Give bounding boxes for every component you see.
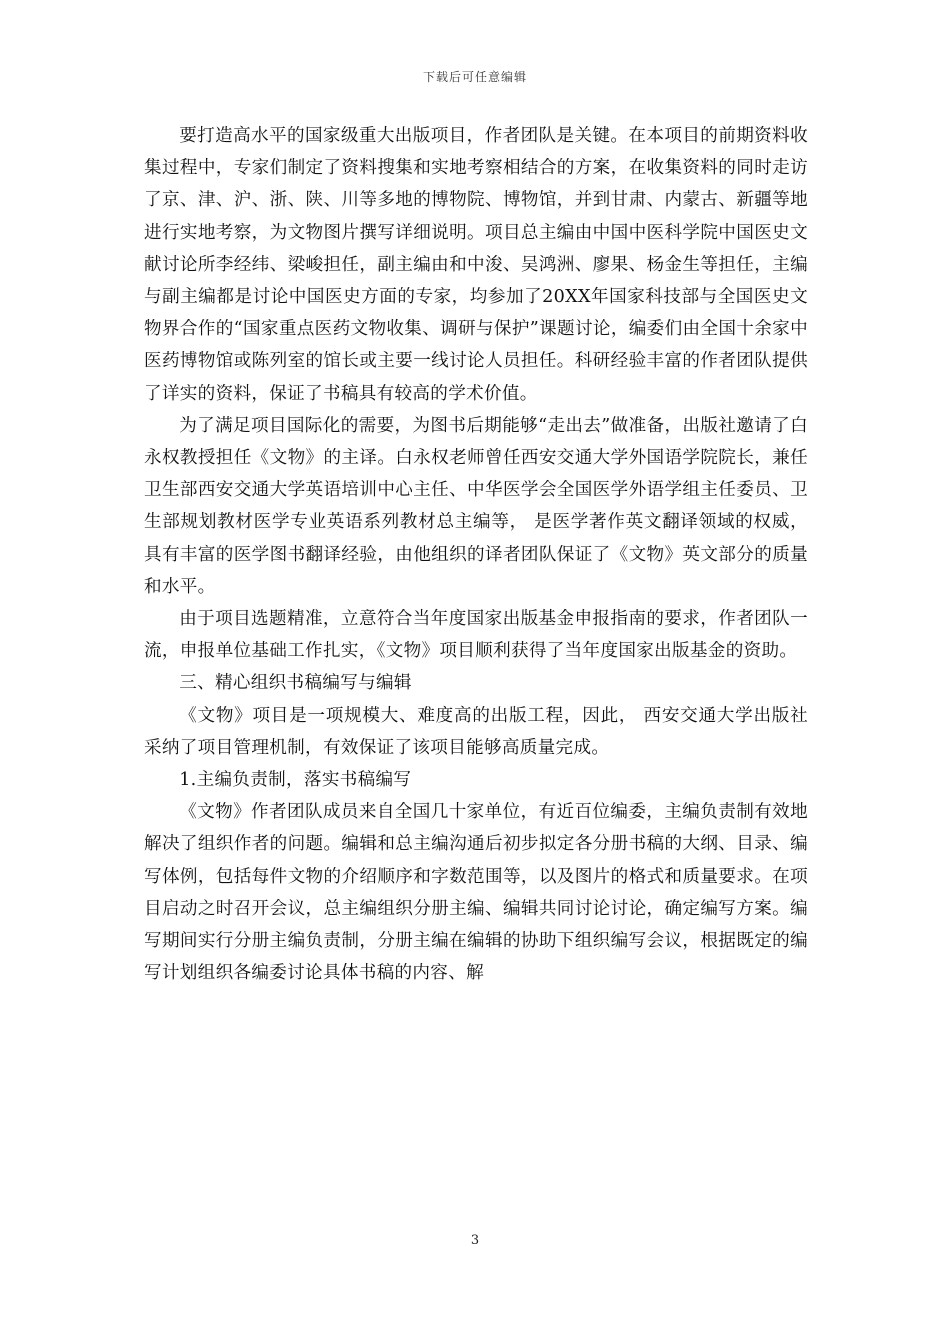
paragraph-author-team: 要打造高水平的国家级重大出版项目，作者团队是关键。在本项目的前期资料收集过程中，专家们制定了资料搜集和实地考察相结合的方案，在收集资料的同时走访了京、津、沪、浙、陕、川等多地的博物院、博物馆，并到甘肃、内蒙古、新疆等地进行实地考察，为文物图片撰写详细说明。项目总主编由中国中医科学院中国医史文献讨论所李经纬、梁峻担任，副主编由和中浚、吴鸿洲、廖果、杨金生等担任，主编与副主编都是讨论中国医史方面的专家，均参加了20XX年国家科技部与全国医史文物界合作的“国家重点医药文物收集、调研与保护”课题讨论，编委们由全国十余家中医药博物馆或陈列室的馆长或主要一线讨论人员担任。科研经验丰富的作者团队提供了详实的资料，保证了书稿具有较高的学术价值。: [144, 126, 808, 404]
paragraph-translation: 为了满足项目国际化的需要，为图书后期能够“走出去”做准备，出版社邀请了白永权教授担任《文物》的主译。白永权老师曾任西安交通大学外国语学院院长，兼任卫生部西安交通大学英语培训中心主任、中华医学会全国医学外语学组主任委员、卫生部规划教材医学专业英语系列教材总主编等， 是医学著作英文翻译领域的权威，具有丰富的医学图书翻译经验，由他组织的译者团队保证了《文物》英文部分的质量和水平。: [144, 415, 808, 597]
section-heading: 三、精心组织书稿编写与编辑: [179, 673, 412, 694]
paragraph-chief-editor: 《文物》作者团队成员来自全国几十家单位，有近百位编委，主编负责制有效地解决了组织作者的问题。编辑和总主编沟通后初步拟定各分册书稿的大纲、目录、编写体例，包括每件文物的介绍顺序和字数范围等，以及图片的格式和质量要求。在项目启动之时召开会议，总主编组织分册主编、编辑共同讨论讨论，确定编写方案。编写期间实行分册主编负责制，分册主编在编辑的协助下组织编写会议，根据既定的编写计划组织各编委讨论具体书稿的内容、解: [144, 802, 808, 984]
page-header: 下载后可任意编辑: [422, 70, 527, 84]
paragraph-funding: 由于项目选题精准，立意符合当年度国家出版基金申报指南的要求，作者团队一流，申报单位基础工作扎实，《文物》项目顺利获得了当年度国家出版基金的资助。: [144, 609, 808, 662]
subsection-heading: 1.主编负责制，落实书稿编写: [179, 770, 412, 791]
page-number: 3: [470, 1233, 480, 1248]
document-body: [144, 120, 808, 989]
paragraph-project-management: 《文物》项目是一项规模大、难度高的出版工程，因此， 西安交通大学出版社采纳了项目管理机制，有效保证了该项目能够高质量完成。: [144, 705, 808, 758]
